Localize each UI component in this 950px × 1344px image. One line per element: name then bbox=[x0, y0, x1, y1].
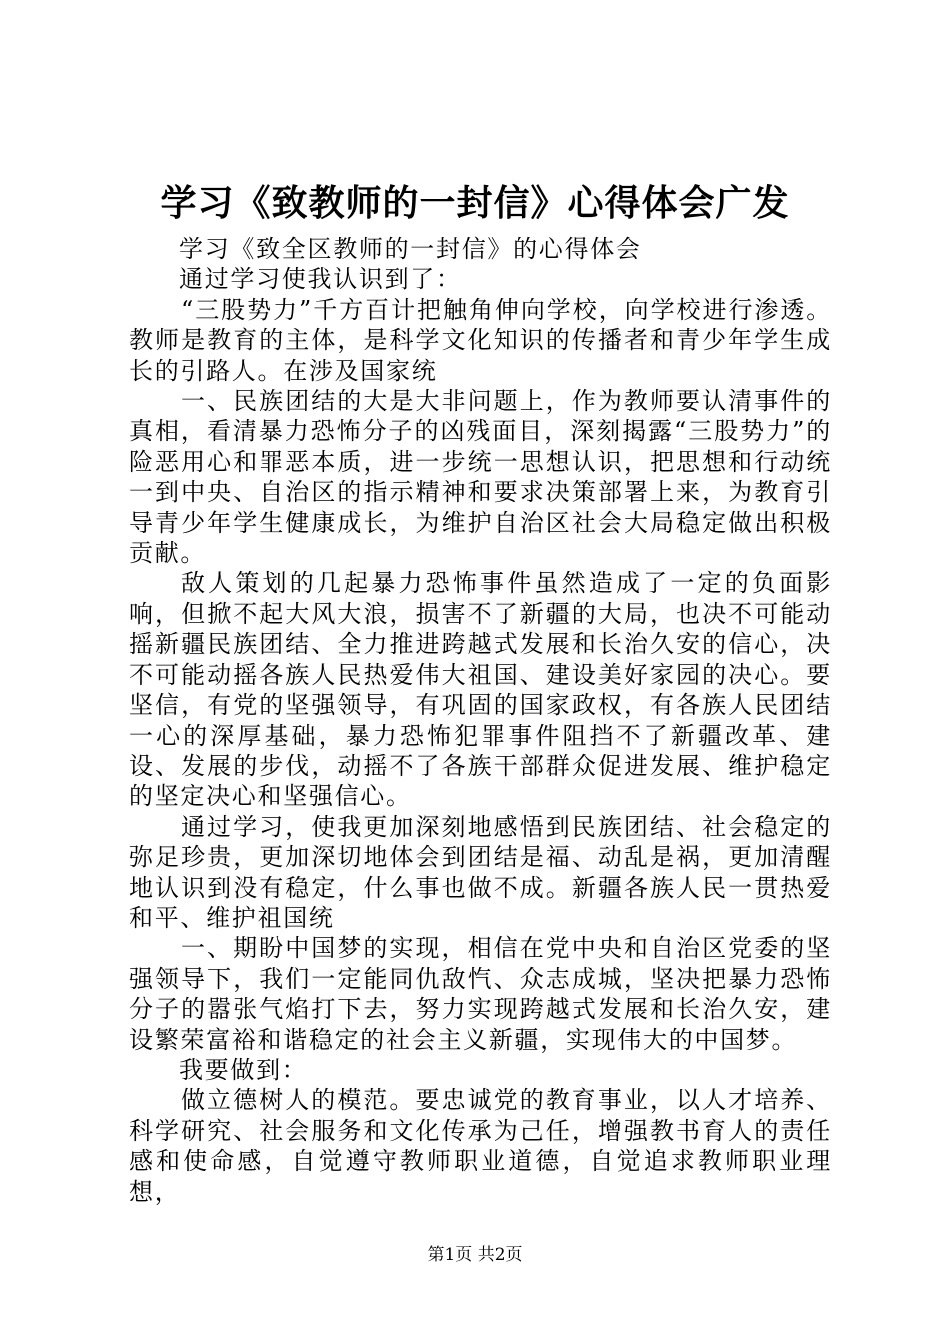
page-number-footer: 第1页 共2页 bbox=[427, 1245, 523, 1265]
paragraph: 一、民族团结的大是大非问题上，作为教师要认清事件的真相，看清暴力恐怖分子的凶残面目，深刻揭露“三股势力”的险恶用心和罪恶本质，进一步统一思想认识，把思想和行动统一到中央、自治区的指示精神和要求决策部署上来，为教育引导青少年学生健康成长，为维护自治区社会大局稳定做出积极贡献。 bbox=[129, 387, 832, 568]
document-subtitle: 学习《致全区教师的一封信》的心得体会 bbox=[179, 235, 642, 263]
document-title: 学习《致教师的一封信》心得体会广发 bbox=[160, 182, 790, 224]
document-body bbox=[129, 234, 832, 1207]
paragraph: 做立德树人的模范。要忠诚党的教育事业，以人才培养、科学研究、社会服务和文化传承为己任，增强教书育人的责任感和使命感，自觉遵守教师职业道德，自觉追求教师职业理想， bbox=[129, 1086, 832, 1206]
paragraph-intro: 通过学习使我认识到了： bbox=[179, 265, 462, 294]
paragraph: 敌人策划的几起暴力恐怖事件虽然造成了一定的负面影响，但掀不起大风大浪，损害不了新疆的大局，也决不可能动摇新疆民族团结、全力推进跨越式发展和长治久安的信心，决不可能动摇各族人民热爱伟大祖国、建设美好家园的决心。要坚信，有党的坚强领导，有巩固的国家政权，有各族人民团结一心的深厚基础，暴力恐怖犯罪事件阻挡不了新疆改革、建设、发展的步伐，动摇不了各族干部群众促进发展、维护稳定的坚定决心和坚强信心。 bbox=[129, 569, 832, 811]
paragraph: 通过学习，使我更加深刻地感悟到民族团结、社会稳定的弥足珍贵，更加深切地体会到团结是福、动乱是祸，更加清醒地认识到没有稳定，什么事也做不成。新疆各族人民一贯热爱和平、维护祖国统 bbox=[129, 812, 832, 932]
paragraph: “三股势力”千方百计把触角伸向学校，向学校进行渗透。教师是教育的主体，是科学文化知识的传播者和青少年学生成长的引路人。在涉及国家统 bbox=[129, 295, 832, 385]
paragraph: 一、期盼中国梦的实现，相信在党中央和自治区党委的坚强领导下，我们一定能同仇敌忾、众志成城，坚决把暴力恐怖分子的嚣张气焰打下去，努力实现跨越式发展和长治久安，建设繁荣富裕和谐稳定的社会主义新疆，实现伟大的中国梦。 bbox=[129, 934, 832, 1054]
paragraph: 我要做到： bbox=[179, 1055, 308, 1084]
